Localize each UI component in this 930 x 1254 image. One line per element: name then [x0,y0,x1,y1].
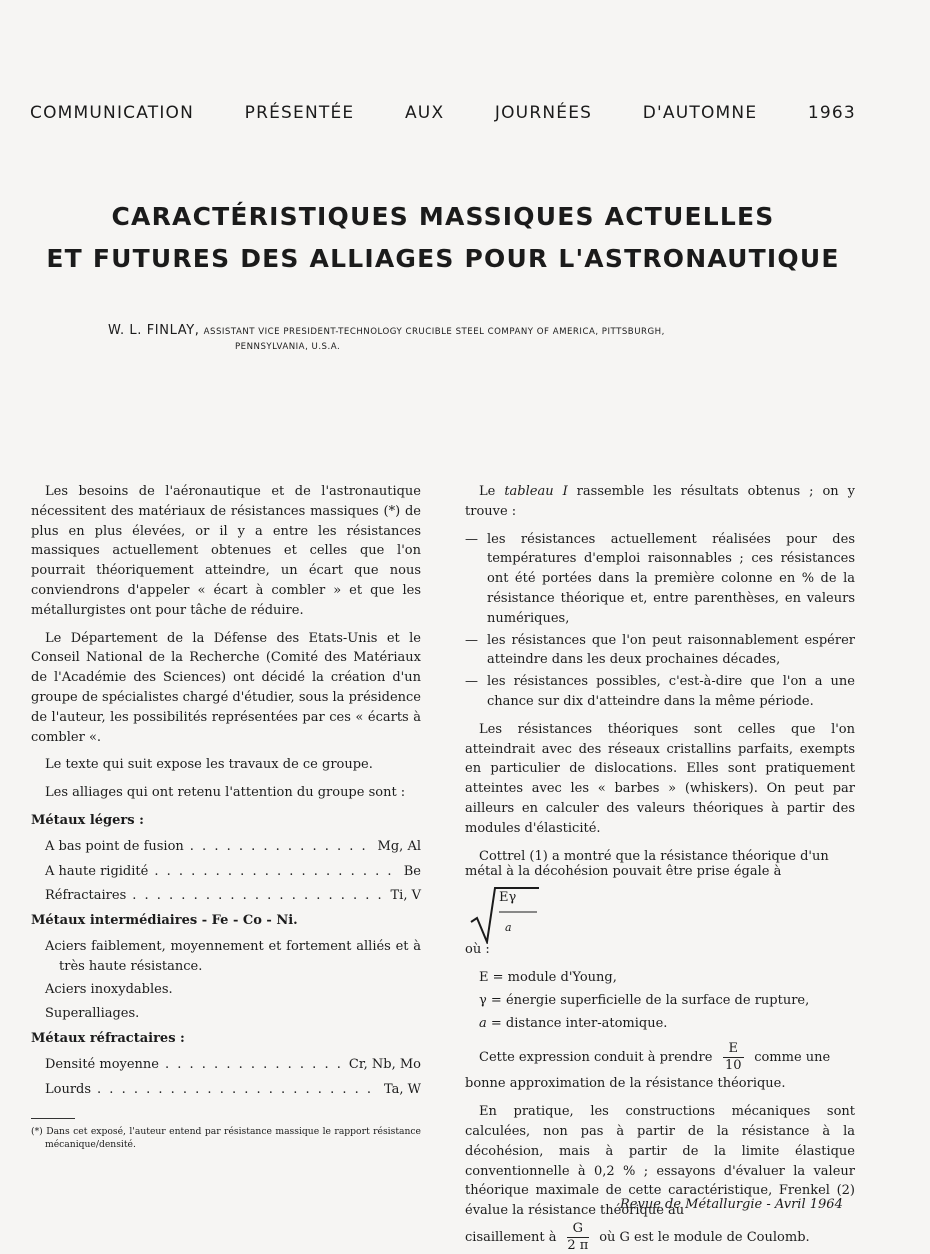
paragraph: bonne approximation de la résistance théorique. [465,1076,786,1092]
sqrt-denominator: a [505,921,512,935]
sqrt-formula [469,882,535,944]
item-label: Réfractaires [45,888,127,904]
dash-mark: — [465,531,478,547]
fraction [567,1221,589,1254]
section-heading: Métaux réfractaires : [31,1031,185,1047]
formula-line [465,862,855,944]
list-item: Superalliages. [45,1006,140,1022]
text-run: comme une [754,1050,831,1066]
list-item: Aciers faiblement, moyennement et fortement alliés et à très haute résistance. [45,938,421,974]
title-line-1: CARACTÉRISTIQUES MASSIQUES ACTUELLES [111,202,775,231]
list-item [45,862,421,882]
dash-text: les résistances possibles, c'est-à-dire que l'on a une chance sur dix d'atteindre dans la même période. [487,674,855,709]
dash-item [465,631,855,671]
paragraph: Les besoins de l'aéronautique et de l'astronautique nécessitent des matériaux de résistances massiques (*) de plus en plus élevées, or il y a entre les résistances massiques actuellement obtenues et celles que l'on pourrait théoriquement atteindre, un écart que nous conviendrons d'appeler « écart à combler » et que les métallurgistes ont pour tâche de réduire. [31,484,421,618]
list-item [45,1055,421,1075]
fraction-denominator: 10 [725,1058,742,1074]
sqrt-numerator: Eγ [499,890,517,906]
leader-dots [154,862,397,882]
item-value: Ti, V [390,888,421,904]
symbol: E [479,969,489,985]
item-label: Densité moyenne [45,1056,159,1072]
definitions [479,968,855,1033]
footnote: (*) Dans cet exposé, l'auteur entend par résistance massique le rapport résistance mécanique/densité. [31,1125,421,1150]
paragraph: Le Département de la Défense des Etats-Unis et le Conseil National de la Recherche (Comité des Matériaux de l'Académie des Sciences) ont décidé la création d'un groupe de spécialistes chargé d'étudier, sous la présidence de l'auteur, les possibilités représentées par ces « écarts à combler «. [31,630,421,745]
list-item [45,837,421,857]
definition-text: = énergie superficielle de la surface de rupture, [490,992,810,1008]
paragraph: Les alliages qui ont retenu l'attention du groupe sont : [45,785,406,801]
dash-item [465,530,855,629]
dash-item [465,672,855,712]
paragraph: où : [465,942,490,958]
header-word: AUX [404,103,445,123]
author-affiliation-line-2: PENNSYLVANIA, U.S.A. [235,342,341,352]
table-reference: tableau I [504,484,568,499]
definition-text: = distance inter-atomique. [490,1015,668,1031]
list-item [45,1080,421,1100]
right-column [465,482,855,1254]
header-word: COMMUNICATION [30,103,195,123]
article-title [30,196,856,280]
item-label: A bas point de fusion [45,838,184,854]
dash-text: les résistances que l'on peut raisonnablement espérer atteindre dans les deux prochaines décades, [487,632,855,668]
paragraph: Les résistances théoriques sont celles que l'on atteindrait avec des réseaux cristallins parfaits, exempts en particulier de dislocations. Elles sont pratiquement atteintes avec les « barbes » (whiskers). On peut par ailleurs en calculer des valeurs théoriques à partir des modules d'élasticité. [465,721,855,836]
symbol: a [479,1015,487,1031]
leader-dots [190,837,372,857]
title-line-2: ET FUTURES DES ALLIAGES POUR L'ASTRONAUTIQUE [46,244,840,273]
definition-text: = module d'Young, [492,969,617,985]
section-heading: Métaux intermédiaires - Fe - Co - Ni. [31,913,298,929]
dash-text: les résistances actuellement réalisées pour des températures d'emploi raisonnables ; ces résistances ont été portées dans la première colonne en % de la résistance théorique et, entre parenthèses, en valeurs numériques, [487,531,855,626]
definition [479,968,855,988]
item-value: Cr, Nb, Mo [348,1056,421,1072]
fraction-numerator: E [723,1041,745,1058]
running-header [30,103,856,123]
dash-mark: — [465,674,478,690]
header-word: PRÉSENTÉE [244,103,355,123]
left-column [31,482,421,1151]
leader-dots [132,886,384,906]
text-run: Le [479,484,505,499]
footnote-divider [31,1118,75,1119]
definition [479,991,855,1011]
header-word: JOURNÉES [494,103,593,123]
paragraph: Le texte qui suit expose les travaux de ce groupe. [45,757,373,773]
text-run: cisaillement à [465,1229,557,1245]
fraction-numerator: G [567,1221,589,1238]
author-affiliation: ASSISTANT VICE PRESIDENT-TECHNOLOGY CRUCIBLE STEEL COMPANY OF AMERICA, PITTSBURGH, [203,327,665,337]
text-run: Cette expression conduit à prendre [479,1050,713,1066]
header-word: D'AUTOMNE [642,103,758,123]
header-word: 1963 [807,103,856,123]
paragraph [465,482,855,522]
author-name: W. L. FINLAY, [108,323,200,338]
leader-dots [97,1080,378,1100]
paragraph [465,1041,855,1074]
symbol: γ [479,992,487,1008]
journal-footer: Revue de Métallurgie - Avril 1964 [620,1197,843,1212]
fraction [723,1041,745,1074]
text-run: où G est le module de Coulomb. [599,1229,810,1245]
author-block [108,323,665,352]
item-value: Ta, W [383,1081,421,1097]
item-value: Be [403,863,421,879]
fraction-denominator: 2 π [567,1237,589,1253]
text-run: Cottrel (1) a montré que la résistance théorique d'un [479,848,829,864]
item-label: Lourds [45,1081,92,1097]
list-item [45,886,421,906]
text-run: métal à la décohésion pouvait être prise égale à [465,864,782,880]
item-value: Mg, Al [377,838,421,854]
text-run: rassemble les résultats obtenus ; on y trouve : [465,484,855,519]
paragraph: En pratique, les constructions mécaniques sont calculées, non pas à partir de la résistance à la décohésion, mais à partir de la limite élastique conventionnelle à 0,2 % ; essayons d'évaluer la valeur théorique maximale de cette caractéristique, Frenkel (2) évalue la résistance théorique au [465,1104,855,1219]
item-label: A haute rigidité [45,863,149,879]
list-item: Aciers inoxydables. [45,981,173,997]
leader-dots [165,1055,343,1075]
dash-mark: — [465,632,478,648]
section-heading: Métaux légers : [31,812,144,828]
definition [479,1014,855,1034]
paragraph [465,1221,855,1254]
